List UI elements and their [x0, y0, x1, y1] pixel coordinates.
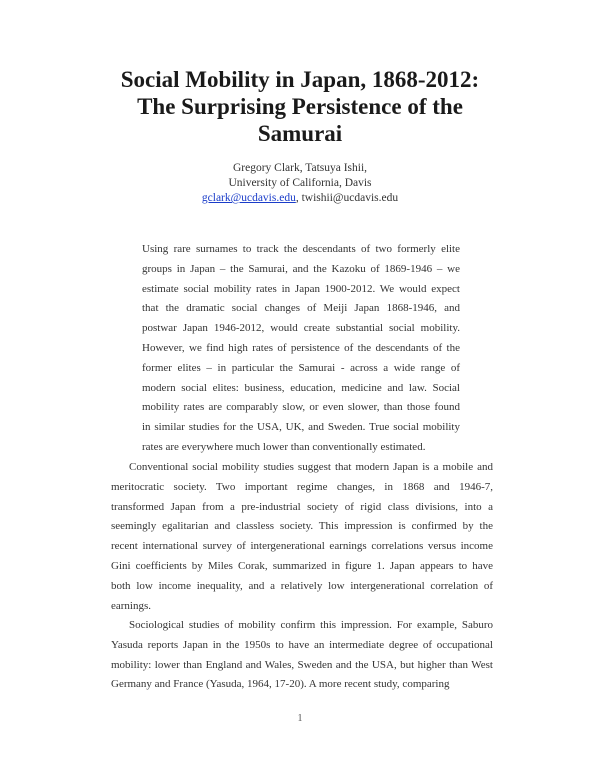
paragraph-line: mobility: lower than England and Wales, Sweden and the USA, but higher than West: [111, 658, 493, 671]
abstract-line: mobility rates are comparably slow, or even slower, than those found: [142, 401, 460, 414]
paragraph-line: both low income inequality, and a relatively low intergenerational correlation of: [111, 579, 493, 592]
abstract-line: Using rare surnames to track the descendants of two formerly elite: [142, 243, 460, 255]
paragraph-line: meritocratic society. Two important regime changes, in 1868 and 1946-7,: [111, 480, 493, 493]
paragraph-line: earnings.: [111, 599, 152, 612]
paper-title: [90, 66, 510, 147]
abstract-line: in similar studies for the USA, UK, and Sweden. True social mobility: [142, 421, 460, 434]
email-separator: ,: [295, 192, 302, 204]
paragraph-line: transformed Japan from a pre-industrial society of rigid class divisions, into a: [111, 500, 493, 513]
author-names: Gregory Clark, Tatsuya Ishii,: [232, 162, 368, 174]
abstract-line: estimate social mobility rates in Japan 1900-2012. We would expect: [142, 282, 460, 295]
body-paragraph-1: [111, 458, 493, 616]
title-line-2: The Surprising Persistence of the: [137, 94, 463, 119]
abstract-line: postwar Japan 1946-2012, would create substantial social mobility.: [142, 322, 460, 335]
abstract-line: modern social elites: business, education, medicine and law. Social: [142, 381, 460, 394]
paragraph-line: Sociological studies of mobility confirm this impression. For example, Saburo: [129, 619, 493, 631]
abstract-line: However, we find high rates of persistence of the descendants of the: [142, 341, 460, 354]
title-line-3: Samurai: [257, 121, 343, 146]
paragraph-line: Yasuda reports Japan in the 1950s to have an intermediate degree of occupational: [111, 638, 493, 651]
abstract-line: groups in Japan – the Samurai, and the Kazoku of 1869-1946 – we: [142, 262, 460, 275]
author-emails: [100, 191, 500, 206]
page-number: 1: [297, 713, 303, 724]
abstract-line: rates are everywhere much lower than conventionally estimated.: [142, 440, 426, 453]
paragraph-line: Gini coefficients by Miles Corak, summarized in figure 1. Japan appears to have: [111, 559, 493, 572]
email-link-clark[interactable]: gclark@ucdavis.edu: [201, 192, 296, 204]
body-paragraph-2: [111, 616, 493, 695]
paragraph-line: recent international survey of intergenerational earnings correlations versus income: [111, 540, 493, 553]
abstract: [142, 240, 460, 458]
title-line-1: Social Mobility in Japan, 1868-2012:: [120, 67, 480, 92]
email-ishii: twishii@ucdavis.edu: [301, 192, 399, 204]
paragraph-line: Germany and France (Yasuda, 1964, 17-20). A more recent study, comparing: [111, 678, 450, 691]
paragraph-line: Conventional social mobility studies suggest that modern Japan is a mobile and: [129, 461, 493, 473]
abstract-line: former elites – in particular the Samurai - across a wide range of: [142, 361, 460, 374]
paragraph-line: seemingly egalitarian and classless society. This impression is confirmed by the: [111, 520, 493, 533]
abstract-line: that the dramatic social changes of Meiji Japan 1868-1946, and: [142, 302, 460, 315]
author-block: [100, 161, 500, 206]
author-affiliation: University of California, Davis: [228, 177, 372, 189]
